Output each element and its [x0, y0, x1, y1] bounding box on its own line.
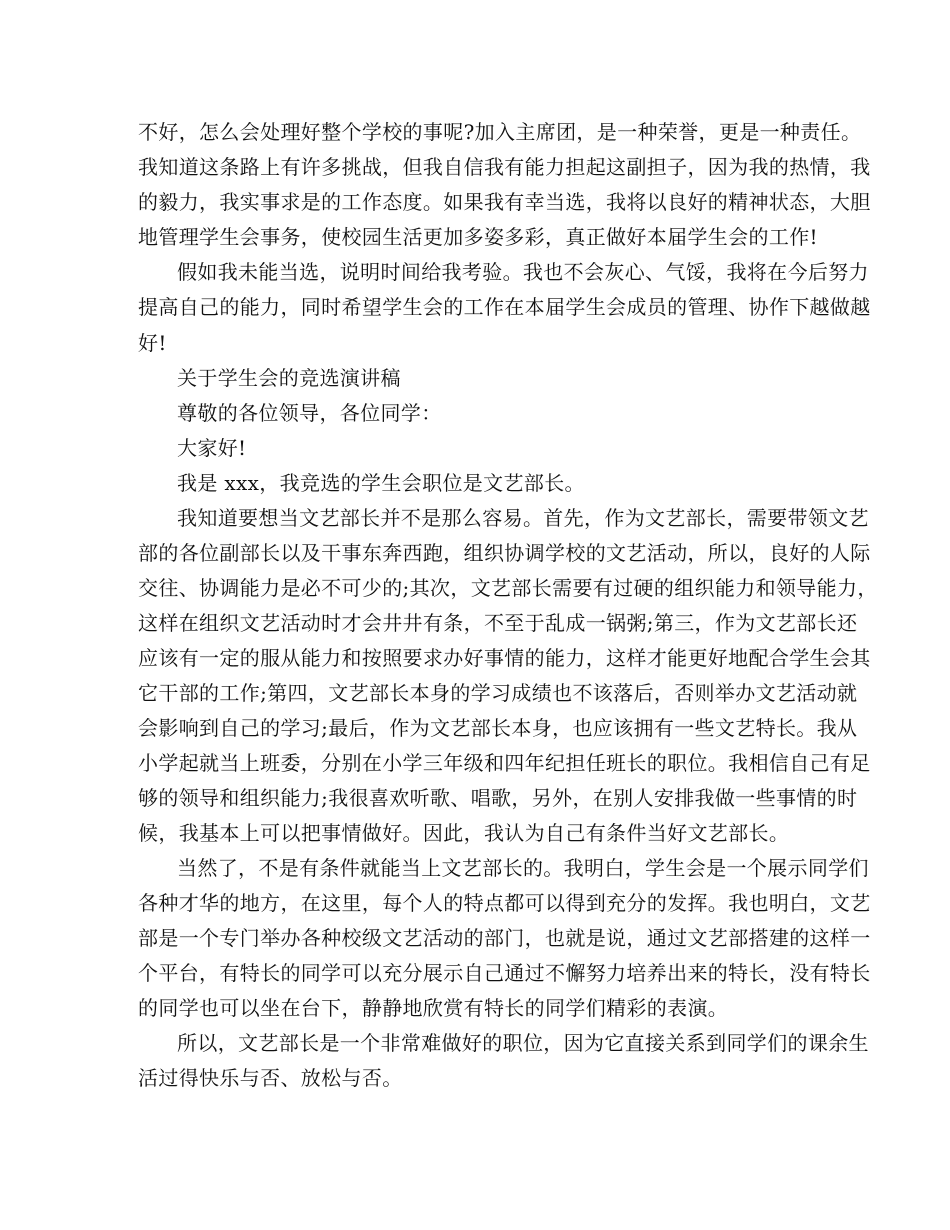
section-heading: 关于学生会的竞选演讲稿	[177, 366, 401, 390]
text-line: 小学起就当上班委，分别在小学三年级和四年纪担任班长的职位。我相信自己有足	[138, 751, 871, 775]
paragraph-start-line: 所以，文艺部长是一个非常难做好的职位，因为它直接关系到同学们的课余生	[177, 1031, 869, 1055]
text-line: 它干部的工作;第四，文艺部长本身的学习成绩也不该落后，否则举办文艺活动就	[138, 681, 858, 705]
text-line: 的毅力，我实事求是的工作态度。如果我有幸当选，我将以良好的精神状态，大胆	[138, 190, 871, 214]
text-line: 交往、协调能力是必不可少的;其次，文艺部长需要有过硬的组织能力和领导能力，	[138, 576, 878, 600]
text-line: 各种才华的地方，在这里，每个人的特点都可以得到充分的发挥。我也明白，文艺	[138, 891, 871, 915]
text-line: 部是一个专门举办各种校级文艺活动的部门，也就是说，通过文艺部搭建的这样一	[138, 926, 871, 950]
text-line: 候，我基本上可以把事情做好。因此，我认为自己有条件当好文艺部长。	[138, 821, 790, 845]
greeting: 大家好!	[177, 436, 247, 460]
text-line: 提高自己的能力，同时希望学生会的工作在本届学生会成员的管理、协作下越做越	[138, 295, 871, 319]
paragraph-start-line: 我知道要想当文艺部长并不是那么容易。首先，作为文艺部长，需要带领文艺	[177, 506, 869, 530]
text-line: 活过得快乐与否、放松与否。	[138, 1066, 403, 1090]
text-line: 我知道这条路上有许多挑战，但我自信我有能力担起这副担子，因为我的热情，我	[138, 155, 871, 179]
text-line: 够的领导和组织能力;我很喜欢听歌、唱歌，另外，在别人安排我做一些事情的时	[138, 786, 858, 810]
paragraph-start-line: 我是 xxx，我竞选的学生会职位是文艺部长。	[177, 471, 585, 495]
text-line: 不好，怎么会处理好整个学校的事呢?加入主席团，是一种荣誉，更是一种责任。	[138, 120, 862, 144]
salutation: 尊敬的各位领导，各位同学：	[177, 401, 442, 425]
text-line: 地管理学生会事务，使校园生活更加多姿多彩，真正做好本届学生会的工作!	[138, 225, 818, 249]
paragraph-start-line: 假如我未能当选，说明时间给我考验。我也不会灰心、气馁，我将在今后努力	[177, 260, 869, 284]
text-line: 这样在组织文艺活动时才会井井有条，不至于乱成一锅粥;第三，作为文艺部长还	[138, 611, 858, 635]
text-line: 好!	[138, 331, 167, 355]
paragraph-start-line: 当然了，不是有条件就能当上文艺部长的。我明白，学生会是一个展示同学们	[177, 856, 869, 880]
text-line: 会影响到自己的学习;最后，作为文艺部长本身，也应该拥有一些文艺特长。我从	[138, 716, 858, 740]
text-line: 个平台，有特长的同学可以充分展示自己通过不懈努力培养出来的特长，没有特长	[138, 961, 871, 985]
text-line: 的同学也可以坐在台下，静静地欣赏有特长的同学们精彩的表演。	[138, 996, 729, 1020]
text-line: 部的各位副部长以及干事东奔西跑，组织协调学校的文艺活动，所以，良好的人际	[138, 541, 871, 565]
text-line: 应该有一定的服从能力和按照要求办好事情的能力，这样才能更好地配合学生会其	[138, 646, 871, 670]
